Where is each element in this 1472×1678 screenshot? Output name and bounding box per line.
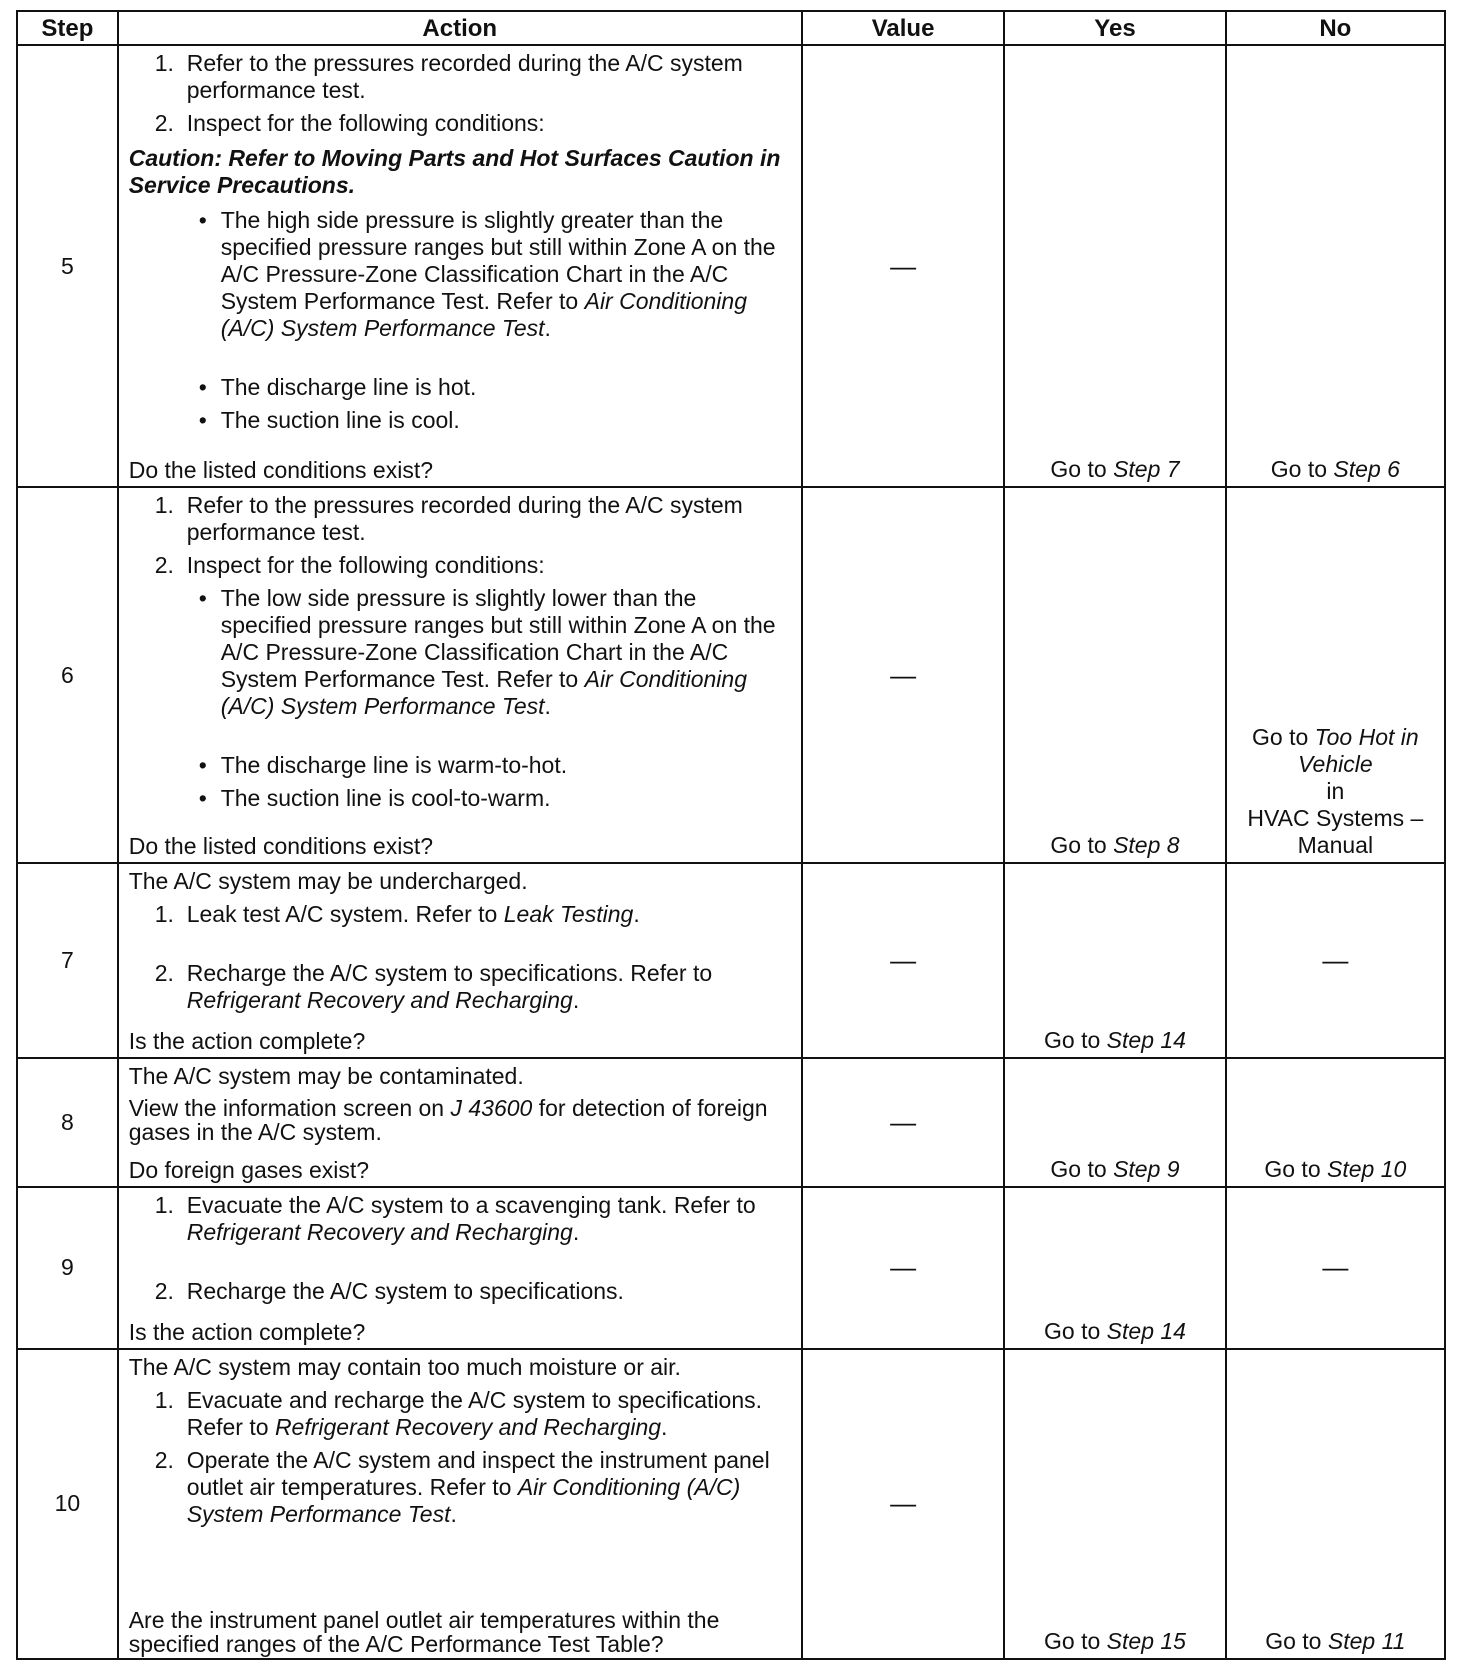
table-row-step-5 (17, 45, 1445, 487)
numbered-item: 1. Refer to the pressures recorded during the A/C system performance test. (154, 50, 743, 103)
step-number: 7 (17, 863, 118, 1058)
header-row (17, 11, 1445, 45)
reference-link[interactable]: Air Conditioning (A/C) System Performance Test (220, 666, 747, 720)
action-cell (118, 1349, 802, 1659)
no-cell: — (1226, 1187, 1445, 1349)
table-row-step-10 (17, 1349, 1445, 1659)
header-yes: Yes (1004, 11, 1225, 45)
numbered-item: 2. Inspect for the following conditions: (154, 552, 545, 579)
action-cell (118, 863, 802, 1058)
numbered-item: 1. Evacuate and recharge the A/C system to specifications. Refer to Refrigerant Recovery and Recharging. (154, 1386, 763, 1440)
question-text: Do the listed conditions exist? (128, 457, 433, 484)
no-cell: Go to Step 10 (1226, 1058, 1445, 1187)
table-row-step-8 (17, 1058, 1445, 1187)
step-number: 5 (17, 45, 118, 487)
action-cell (118, 1058, 802, 1187)
yes-cell: Go to Step 15 (1004, 1349, 1225, 1659)
question-text: Do the listed conditions exist? (128, 832, 433, 859)
bullet-item: • The low side pressure is slightly lower than the specified pressure ranges but still within Zone A on the A/C Pressure-Zone Classification Chart in the A/C System Performance Test. Refer to Air Conditioning (A/C) System Performance Test. (198, 585, 776, 720)
yes-step-link[interactable]: Step 9 (1113, 1155, 1180, 1182)
yes-cell: Go to Step 14 (1004, 863, 1225, 1058)
table-row-step-9 (17, 1187, 1445, 1349)
numbered-item: 1. Refer to the pressures recorded during the A/C system performance test. (154, 492, 743, 546)
bullet-item: • The discharge line is warm-to-hot. (198, 752, 568, 779)
value-cell: — (802, 863, 1005, 1058)
yes-cell: Go to Step 7 (1004, 45, 1225, 487)
yes-cell: Go to Step 14 (1004, 1187, 1225, 1349)
question-text: Do foreign gases exist? (128, 1156, 370, 1183)
reference-link[interactable]: Refrigerant Recovery and Recharging (186, 986, 573, 1013)
numbered-item: 2. Inspect for the following conditions: (154, 110, 545, 136)
intro-text: The A/C system may be undercharged. (128, 867, 528, 894)
action-cell (118, 1187, 802, 1349)
question-text: Are the instrument panel outlet air temperatures within the specified ranges of the A/C Performance Test Table? (128, 1607, 720, 1657)
instruction-text: View the information screen on J 43600 for detection of foreign gases in the A/C system. (128, 1094, 768, 1145)
intro-text: The A/C system may contain too much moisture or air. (128, 1353, 681, 1380)
yes-cell: Go to Step 9 (1004, 1058, 1225, 1187)
numbered-item: 1. Evacuate the A/C system to a scavenging tank. Refer to Refrigerant Recovery and Recharging. (154, 1191, 756, 1245)
no-cell: — (1226, 863, 1445, 1058)
yes-cell: Go to Step 8 (1004, 487, 1225, 863)
no-reference-link-cont[interactable]: Vehicle (1298, 750, 1373, 777)
bullet-item: • The high side pressure is slightly greater than the specified pressure ranges but still within Zone A on the A/C Pressure-Zone Classification Chart in the A/C System Performance Test. Refer to Air Conditioning (A/C) System Performance Test. (198, 207, 776, 341)
value-cell: — (802, 487, 1005, 863)
no-step-link[interactable]: Step 6 (1333, 456, 1400, 483)
no-reference-link[interactable]: Too Hot in (1314, 723, 1419, 750)
yes-step-link[interactable]: Step 14 (1106, 1317, 1186, 1344)
value-cell: — (802, 45, 1005, 487)
reference-link[interactable]: Air Conditioning (A/C) System Performance Test (186, 1473, 741, 1527)
no-cell: Go to Too Hot in Vehicle in HVAC Systems – Manual (1226, 487, 1445, 863)
yes-step-link[interactable]: Step 8 (1113, 831, 1180, 858)
reference-link[interactable]: Air Conditioning (A/C) System Performance Test (220, 288, 747, 341)
numbered-item: 2. Recharge the A/C system to specifications. Refer to Refrigerant Recovery and Recharging. (154, 959, 713, 1013)
header-step: Step (17, 11, 118, 45)
question-text: Is the action complete? (128, 1318, 366, 1345)
yes-step-link[interactable]: Step 7 (1113, 456, 1180, 483)
header-value: Value (802, 11, 1005, 45)
tool-reference[interactable]: J 43600 (450, 1094, 533, 1121)
bullet-item: • The discharge line is hot. (198, 374, 477, 400)
yes-step-link[interactable]: Step 14 (1106, 1026, 1186, 1053)
caution-note: Caution: Refer to Moving Parts and Hot Surfaces Caution in Service Precautions. (128, 145, 781, 198)
question-text: Is the action complete? (128, 1027, 366, 1054)
step-number: 6 (17, 487, 118, 863)
step-number: 9 (17, 1187, 118, 1349)
no-step-link[interactable]: Step 10 (1327, 1155, 1407, 1182)
yes-step-link[interactable]: Step 15 (1106, 1628, 1186, 1654)
numbered-item: 2. Operate the A/C system and inspect the instrument panel outlet air temperatures. Refer to Air Conditioning (A/C) System Performance Test. (154, 1446, 770, 1527)
bullet-item: • The suction line is cool. (198, 407, 460, 433)
no-cell: Go to Step 6 (1226, 45, 1445, 487)
table-row-step-6 (17, 487, 1445, 863)
value-cell: — (802, 1058, 1005, 1187)
bullet-item: • The suction line is cool-to-warm. (198, 785, 551, 812)
no-step-link[interactable]: Step 11 (1327, 1628, 1406, 1654)
value-cell: — (802, 1349, 1005, 1659)
intro-text: The A/C system may be contaminated. (128, 1062, 524, 1089)
action-cell (118, 45, 802, 487)
value-cell: — (802, 1187, 1005, 1349)
step-number: 10 (17, 1349, 118, 1659)
reference-link[interactable]: Refrigerant Recovery and Recharging (186, 1218, 573, 1245)
numbered-item: 2. Recharge the A/C system to specifications. (154, 1277, 624, 1304)
reference-link[interactable]: Refrigerant Recovery and Recharging (274, 1413, 662, 1440)
numbered-item: 1. Leak test A/C system. Refer to Leak Testing. (154, 900, 640, 927)
diagnostic-table (16, 10, 1446, 1660)
reference-link[interactable]: Leak Testing (503, 900, 634, 927)
action-cell (118, 487, 802, 863)
step-number: 8 (17, 1058, 118, 1187)
header-action: Action (118, 11, 802, 45)
header-no: No (1226, 11, 1445, 45)
table-row-step-7 (17, 863, 1445, 1058)
no-cell: Go to Step 11 (1226, 1349, 1445, 1659)
